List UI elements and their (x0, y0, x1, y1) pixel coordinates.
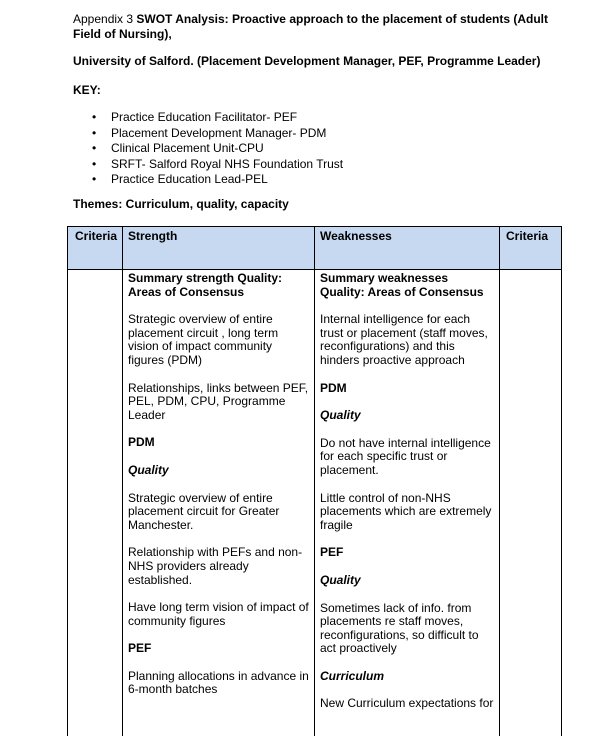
weaknesses-paragraph: Little control of non-NHS placements which are extremely fragile (320, 490, 492, 532)
header-strength: Strength (128, 229, 178, 243)
header-criteria-right: Criteria (506, 229, 549, 243)
key-list (92, 110, 343, 188)
strength-paragraph: Relationships, links between PEF, PEL, PDM, CPU, Programme Leader (128, 380, 309, 422)
strength-paragraph: Strategic overview of entire placement circuit for Greater Manchester. (128, 490, 280, 532)
column-divider (314, 226, 315, 736)
table-border-right (561, 226, 562, 736)
strength-paragraph: Planning allocations in advance in 6-month batches (128, 668, 309, 697)
strength-column (128, 272, 310, 711)
strength-paragraph: Relationship with PEFs and non-NHS providers already established. (128, 545, 303, 587)
weaknesses-paragraph: Sometimes lack of info. from placements re staff moves, reconfigurations, so difficult to act proactively (320, 600, 479, 656)
document-title (73, 12, 553, 42)
weaknesses-subheading-pef: PEF (320, 545, 344, 560)
weaknesses-paragraph: Internal intelligence for each trust or placement (staff moves, reconfigurations) and this hinders proactive approach (320, 312, 488, 367)
strength-subheading-pef: PEF (128, 641, 152, 656)
strength-summary-heading: Summary strength Quality: Areas of Consensus (128, 271, 283, 299)
weaknesses-subheading-quality: Quality (320, 408, 361, 423)
weaknesses-subheading-pdm: PDM (320, 380, 347, 395)
key-item: • SRFT- Salford Royal NHS Foundation Trust (92, 157, 343, 173)
weaknesses-summary-heading: Summary weaknesses Quality: Areas of Consensus (320, 271, 484, 299)
weaknesses-subheading-curriculum: Curriculum (320, 668, 385, 683)
document-subtitle: University of Salford. (Placement Development Manager, PEF, Programme Leader) (73, 54, 541, 68)
themes-heading: Themes: Curriculum, quality, capacity (73, 197, 289, 211)
weaknesses-paragraph: Do not have internal intelligence for each specific trust or placement. (320, 435, 491, 477)
key-item: • Placement Development Manager- PDM (92, 126, 343, 142)
strength-paragraph: Have long term vision of impact of community figures (128, 600, 309, 628)
key-item: • Clinical Placement Unit-CPU (92, 141, 343, 157)
strength-subheading-quality: Quality (128, 462, 169, 477)
header-criteria-left: Criteria (75, 229, 118, 243)
column-divider (122, 226, 123, 736)
weaknesses-paragraph: New Curriculum expectations for (320, 696, 494, 711)
strength-paragraph: Strategic overview of entire placement circuit , long term vision of impact community figures (PDM) (128, 312, 279, 367)
table-border-left (67, 226, 68, 736)
weaknesses-column (320, 272, 496, 725)
strength-subheading-pdm: PDM (128, 435, 155, 450)
key-heading: KEY: (73, 83, 101, 97)
key-item: • Practice Education Lead-PEL (92, 172, 343, 188)
swot-table (67, 226, 562, 736)
key-item: • Practice Education Facilitator- PEF (92, 110, 343, 126)
weaknesses-subheading-quality: Quality (320, 572, 361, 587)
column-divider (499, 226, 500, 736)
title-prefix: Appendix 3 (73, 12, 134, 26)
title-text: SWOT Analysis: Proactive approach to the placement of students (Adult Field of Nursing), (73, 12, 548, 41)
header-weaknesses: Weaknesses (320, 229, 392, 243)
